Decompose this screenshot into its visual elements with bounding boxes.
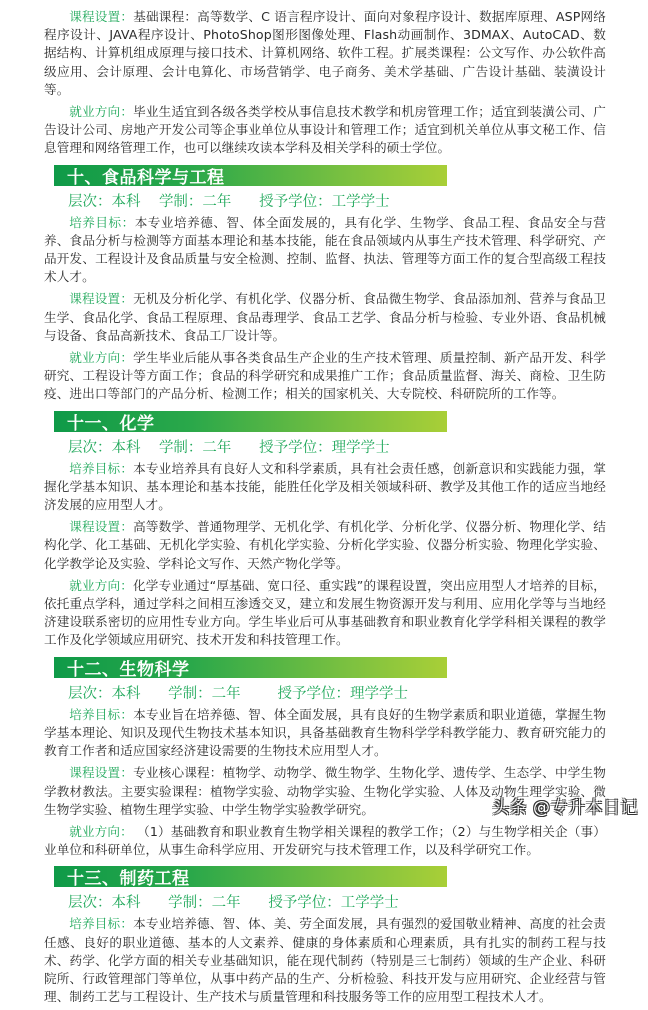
employment-paragraph [44,103,606,158]
duration-text: 学制：二年 [168,895,241,912]
courses-text: 高等数学、普通物理学、无机化学、有机化学、分析化学、仪器分析、物理化学、结构化学、化工基础、无机化学实验、有机化学实验、分析化学实验、仪器分析实验、物理化学实验、化学教学论及实验、学科论文写作、天然产物化学等。 [44,519,607,571]
degree-text: 授予学位：工学学士 [259,193,390,210]
section-header-pharmaceutical-engineering [54,866,447,890]
degree-text: 授予学位：理学学士 [259,439,390,456]
employment-label: 就业方向： [69,104,134,120]
employment-label: 就业方向： [69,823,133,839]
goal-paragraph [44,915,606,1006]
level-text: 层次：本科 [68,439,141,456]
employment-paragraph [44,823,606,859]
goal-label: 培养目标： [69,916,134,932]
duration-text: 学制：二年 [158,193,232,210]
courses-paragraph [44,518,606,573]
goal-text: 本专业培养德、智、体、美、劳全面发展，具有强烈的爱国敬业精神、高度的社会责任感、良好的职业道德、基本的人文素养、健康的身体素质和心理素质，具有扎实的制药工程与技术、药学、化学方面的相关专业基础知识，能在现代制药（特别是三七制药）领域的生产企业、科研院所、行政管理部门等单位，从事中药产品的生产、分析检验、科技开发与应用研究、企业经营与管理、制药工艺与工程设计、生产技术与质量管理和科技服务等工作的应用型工程技术人才。 [44,916,607,1005]
document-page [44,8,606,1010]
employment-label: 就业方向： [69,350,134,366]
employment-paragraph [44,577,606,650]
goal-label: 培养目标： [69,214,135,230]
courses-paragraph [44,290,606,345]
section-title: 十三、制药工程 [67,869,190,890]
program-meta [44,438,606,458]
goal-text: 本专业培养德、智、体全面发展的，具有化学、生物学、食品工程、食品安全与营养、食品分析与检测等方面基本理论和基本技能，能在食品领域内从事生产技术管理、科学研究、产品开发、工程设计及食品质量与安全检测、控制、监督、执法、管理等方面工作的复合型高级工程技术人才。 [44,214,606,285]
degree-text: 授予学位：工学学士 [268,895,399,912]
duration-text: 学制：二年 [158,439,232,456]
level-text: 层次：本科 [68,193,141,210]
section-title: 十一、化学 [67,413,155,434]
program-meta [44,192,606,212]
section-header-food-science [54,165,447,186]
goal-label: 培养目标： [69,706,134,722]
courses-label: 课程设置： [69,291,134,307]
employment-text: 学生毕业后能从事各类食品生产企业的生产技术管理、质量控制、新产品开发、科学研究、工程设计等方面工作；食品的科学研究和成果推广工作；食品质量监督、海关、商检、卫生防疫、进出口等部门的产品分析、检测工作；相关的国家机关、大专院校、科研院所的工作等。 [44,350,607,402]
section-header-chemistry [54,411,447,432]
level-text: 层次：本科 [68,685,141,702]
courses-label: 课程设置： [69,519,134,535]
goal-paragraph [44,706,606,761]
courses-label: 课程设置： [69,9,134,24]
section-title: 十二、生物科学 [67,659,190,680]
level-text: 层次：本科 [68,895,141,912]
section-title: 十、食品科学与工程 [67,167,225,188]
employment-paragraph [44,349,606,404]
goal-text: 本专业旨在培养德、智、体全面发展，具有良好的生物学素质和职业道德，掌握生物学基本理论、知识及现代生物技术基本知识，具备基础教育生物科学学科教学能力、教育研究能力的教育工作者和适应国家经济建设需要的生物技术应用型人才。 [44,706,607,759]
goal-paragraph [44,460,606,515]
degree-text: 授予学位：理学学士 [277,685,409,702]
goal-text: 本专业培养具有良好人文和科学素质，具有社会责任感，创新意识和实践能力强，掌握化学基本知识、基本理论和基本技能，能胜任化学及相关领域科研、教学及其他工作的适应当地经济发展的应用型人才。 [44,460,607,513]
duration-text: 学制：二年 [168,685,241,702]
courses-text: 基础课程：高等数学、C 语言程序设计、面向对象程序设计、数据库原理、ASP网络程序设计、JAVA程序设计、PhotoShop图形图像处理、Flash动画制作、3DMAX、AutoCAD、数据结构、计算机组成原理与接口技术、计算机网络、软件工程。扩展类课程：公文写作、办公软件高级应用、会计原理、会计电算化、市场营销学、电子商务、美术学基础、广告设计基础、装潢设计等。 [44,9,606,97]
section-header-biology [54,657,447,678]
goal-label: 培养目标： [69,460,134,476]
employment-label: 就业方向： [69,577,134,593]
program-meta [44,893,606,913]
courses-text: 专业核心课程：植物学、动物学、微生物学、生物化学、遗传学、生态学、中学生物学教材教法。主要实验课程：植物学实验、动物学实验、生物化学实验、人体及动物生理学实验、微生物学实验、植物生理学实验、中学生物学实验教学研究。 [44,765,607,817]
goal-paragraph [44,214,606,287]
watermark: 头条 @专升本日记 [492,798,638,818]
employment-text: （1）基础教育和职业教育生物学相关课程的教学工作；（2）与生物学相关企（事）业单位和科研单位，从事生命科学应用、开发研究与技术管理工作，以及科学研究工作。 [44,823,606,858]
program-meta [44,684,606,704]
employment-text: 毕业生适宜到各级各类学校从事信息技术教学和机房管理工作；适宜到装潢公司、广告设计公司、房地产开发公司等企事业单位从事设计和管理工作；适宜到机关单位从事文秘工作、信息管理和网络管理工作，也可以继续攻读本学科及相关学科的硕士学位。 [44,104,607,156]
courses-label: 课程设置： [69,765,134,781]
courses-text: 无机及分析化学、有机化学、仪器分析、食品微生物学、食品添加剂、营养与食品卫生学、食品化学、食品工程原理、食品毒理学、食品工艺学、食品分析与检验、专业外语、食品机械与设备、食品高新技术、食品工厂设计等。 [44,291,607,343]
employment-text: 化学专业通过“厚基础、宽口径、重实践”的课程设置，突出应用型人才培养的目标，依托重点学科，通过学科之间相互渗透交叉，建立和发展生物资源开发与利用、应用化学等与当地经济建设联系密切的应用性专业方向。学生毕业后可从事基础教育和职业教育化学学科相关课程的教学工作及化学领域应用研究、技术开发和科技管理工作。 [44,577,606,648]
courses-paragraph [44,8,606,99]
